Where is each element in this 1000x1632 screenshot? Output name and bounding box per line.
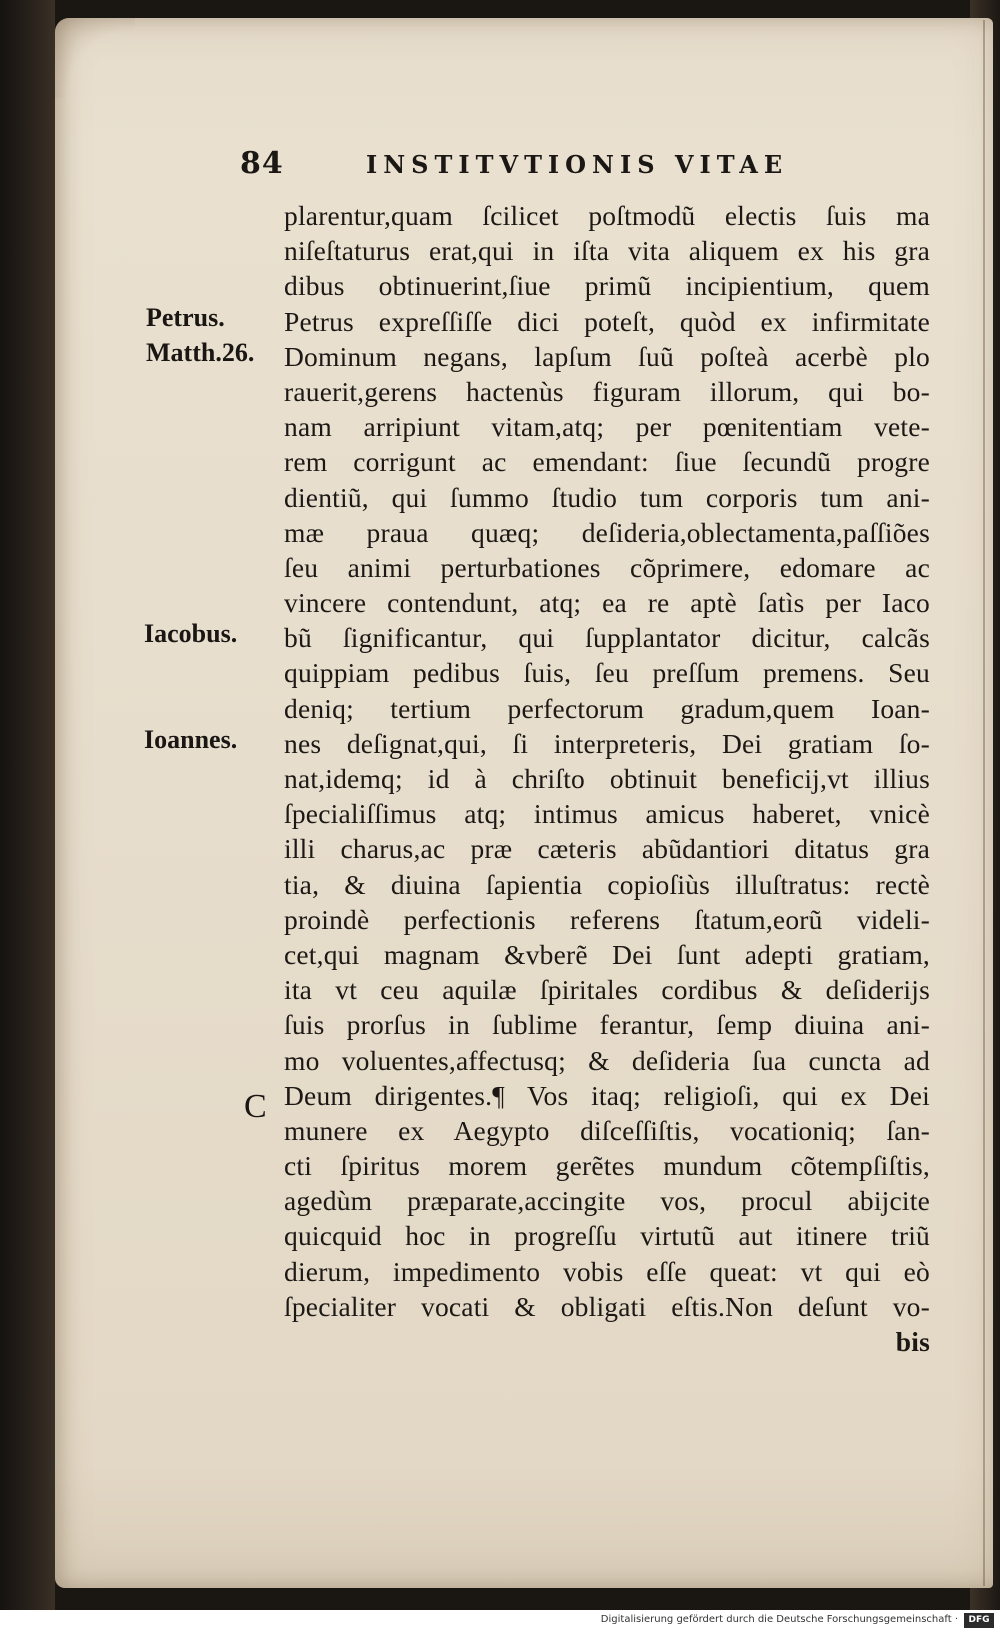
text-line: plarentur,quam ſcilicet poſtmodũ electis ſuis ma: [284, 200, 930, 231]
text-line: cet,qui magnam &vberẽ Dei ſunt adepti gratiam,: [284, 938, 930, 970]
digitization-footer: [0, 1610, 1000, 1632]
text-line: rauerit,gerens hactenùs figuram illorum, qui bo-: [284, 375, 930, 407]
text-line: mæ praua quæq; deſideria,oblectamenta,paſſiões: [284, 516, 930, 548]
text-line: nam arripiunt vitam,atq; per pœnitentiam vete-: [284, 411, 930, 443]
main-text-block: [284, 198, 930, 1359]
text-line: Dominum negans, lapſum ſuũ poſteà acerbè plo: [284, 340, 930, 372]
text-line: deniq; tertium perfectorum gradum,quem Ioan-: [284, 692, 930, 724]
funding-credit: Digitalisierung gefördert durch die Deutsche Forschungsgemeinschaft ·: [600, 1614, 958, 1625]
running-head: [240, 146, 880, 186]
text-line: munere ex Aegypto diſceſſiſtis, vocationiq; ſan-: [284, 1114, 930, 1146]
text-line: Petrus expreſſiſſe dici poteſt, quòd ex infirmitate: [284, 305, 930, 337]
text-line: niſeſtaturus erat,qui in iſta vita aliquem ex his gra: [284, 235, 930, 267]
text-line: cti ſpiritus morem gerẽtes mundum cõtempſiſtis,: [284, 1150, 930, 1182]
page-edge-line: [983, 20, 985, 1586]
text-line: rem corrigunt ac emendant: ſiue ſecundũ progre: [284, 446, 930, 478]
page-number: 84: [240, 146, 284, 181]
text-line: tia, & diuina ſapientia copioſiùs illuſtratus: rectè: [284, 868, 930, 900]
text-line: mo voluentes,affectusq; & deſideria ſua cuncta ad: [284, 1044, 930, 1076]
dfg-logo: DFG: [964, 1613, 994, 1628]
paper-corner-shadow: [55, 18, 135, 98]
marginal-note-ioannes: Ioannes.: [144, 725, 238, 754]
text-line: ſpecialiſſimus atq; intimus amicus haberet, vnicè: [284, 798, 930, 830]
text-line: ſuis prorſus in ſublime ferantur, ſemp diuina ani-: [284, 1009, 930, 1041]
text-line: ſeu animi perturbationes cõprimere, edomare ac: [284, 551, 930, 583]
catchword: bis: [895, 1326, 930, 1357]
text-line: vincere contendunt, atq; ea re aptè ſatìs per Iaco: [284, 587, 930, 619]
text-line: ita vt ceu aquilæ ſpiritales cordibus & deſiderijs: [284, 974, 930, 1006]
section-marker: C: [244, 1088, 267, 1125]
book-binding-edge: [0, 0, 55, 1610]
text-line: agedùm præparate,accingite vos, procul abijcite: [284, 1185, 930, 1217]
text-line: dientiũ, qui ſummo ſtudio tum corporis tum ani-: [284, 481, 930, 513]
text-line: proindè perfectionis referens ſtatum,eorũ videli-: [284, 903, 930, 935]
text-line: bũ ſignificantur, qui ſupplantator dicitur, calcãs: [284, 622, 930, 654]
marginal-note-iacobus: Iacobus.: [144, 619, 238, 648]
text-line: dibus obtinuerint,ſiue primũ incipientium, quem: [284, 270, 930, 302]
marginal-note-matthew: Matth.26.: [146, 338, 255, 367]
running-title: INSTITVTIONIS VITAE: [366, 150, 789, 179]
text-line: illi charus,ac præ cæteris abũdantiori ditatus gra: [284, 833, 930, 865]
text-line: Deum dirigentes.¶ Vos itaq; religioſi, qui ex Dei: [284, 1079, 930, 1111]
marginal-note-petrus: Petrus.: [146, 303, 225, 332]
text-line: quicquid hoc in progreſſu virtutũ aut itinere triũ: [284, 1220, 930, 1252]
text-line: nat,idemq; id à chriſto obtinuit beneficij,vt illius: [284, 763, 930, 794]
text-line: nes deſignat,qui, ſi interpreteris, Dei gratiam ſo-: [284, 727, 930, 759]
text-line: dierum, impedimento vobis eſſe queat: vt qui eò: [284, 1255, 930, 1287]
text-line: ſpecialiter vocati & obligati eſtis.Non deſunt vo-: [284, 1290, 930, 1322]
text-line: quippiam pedibus ſuis, ſeu preſſum premens. Seu: [284, 657, 930, 689]
